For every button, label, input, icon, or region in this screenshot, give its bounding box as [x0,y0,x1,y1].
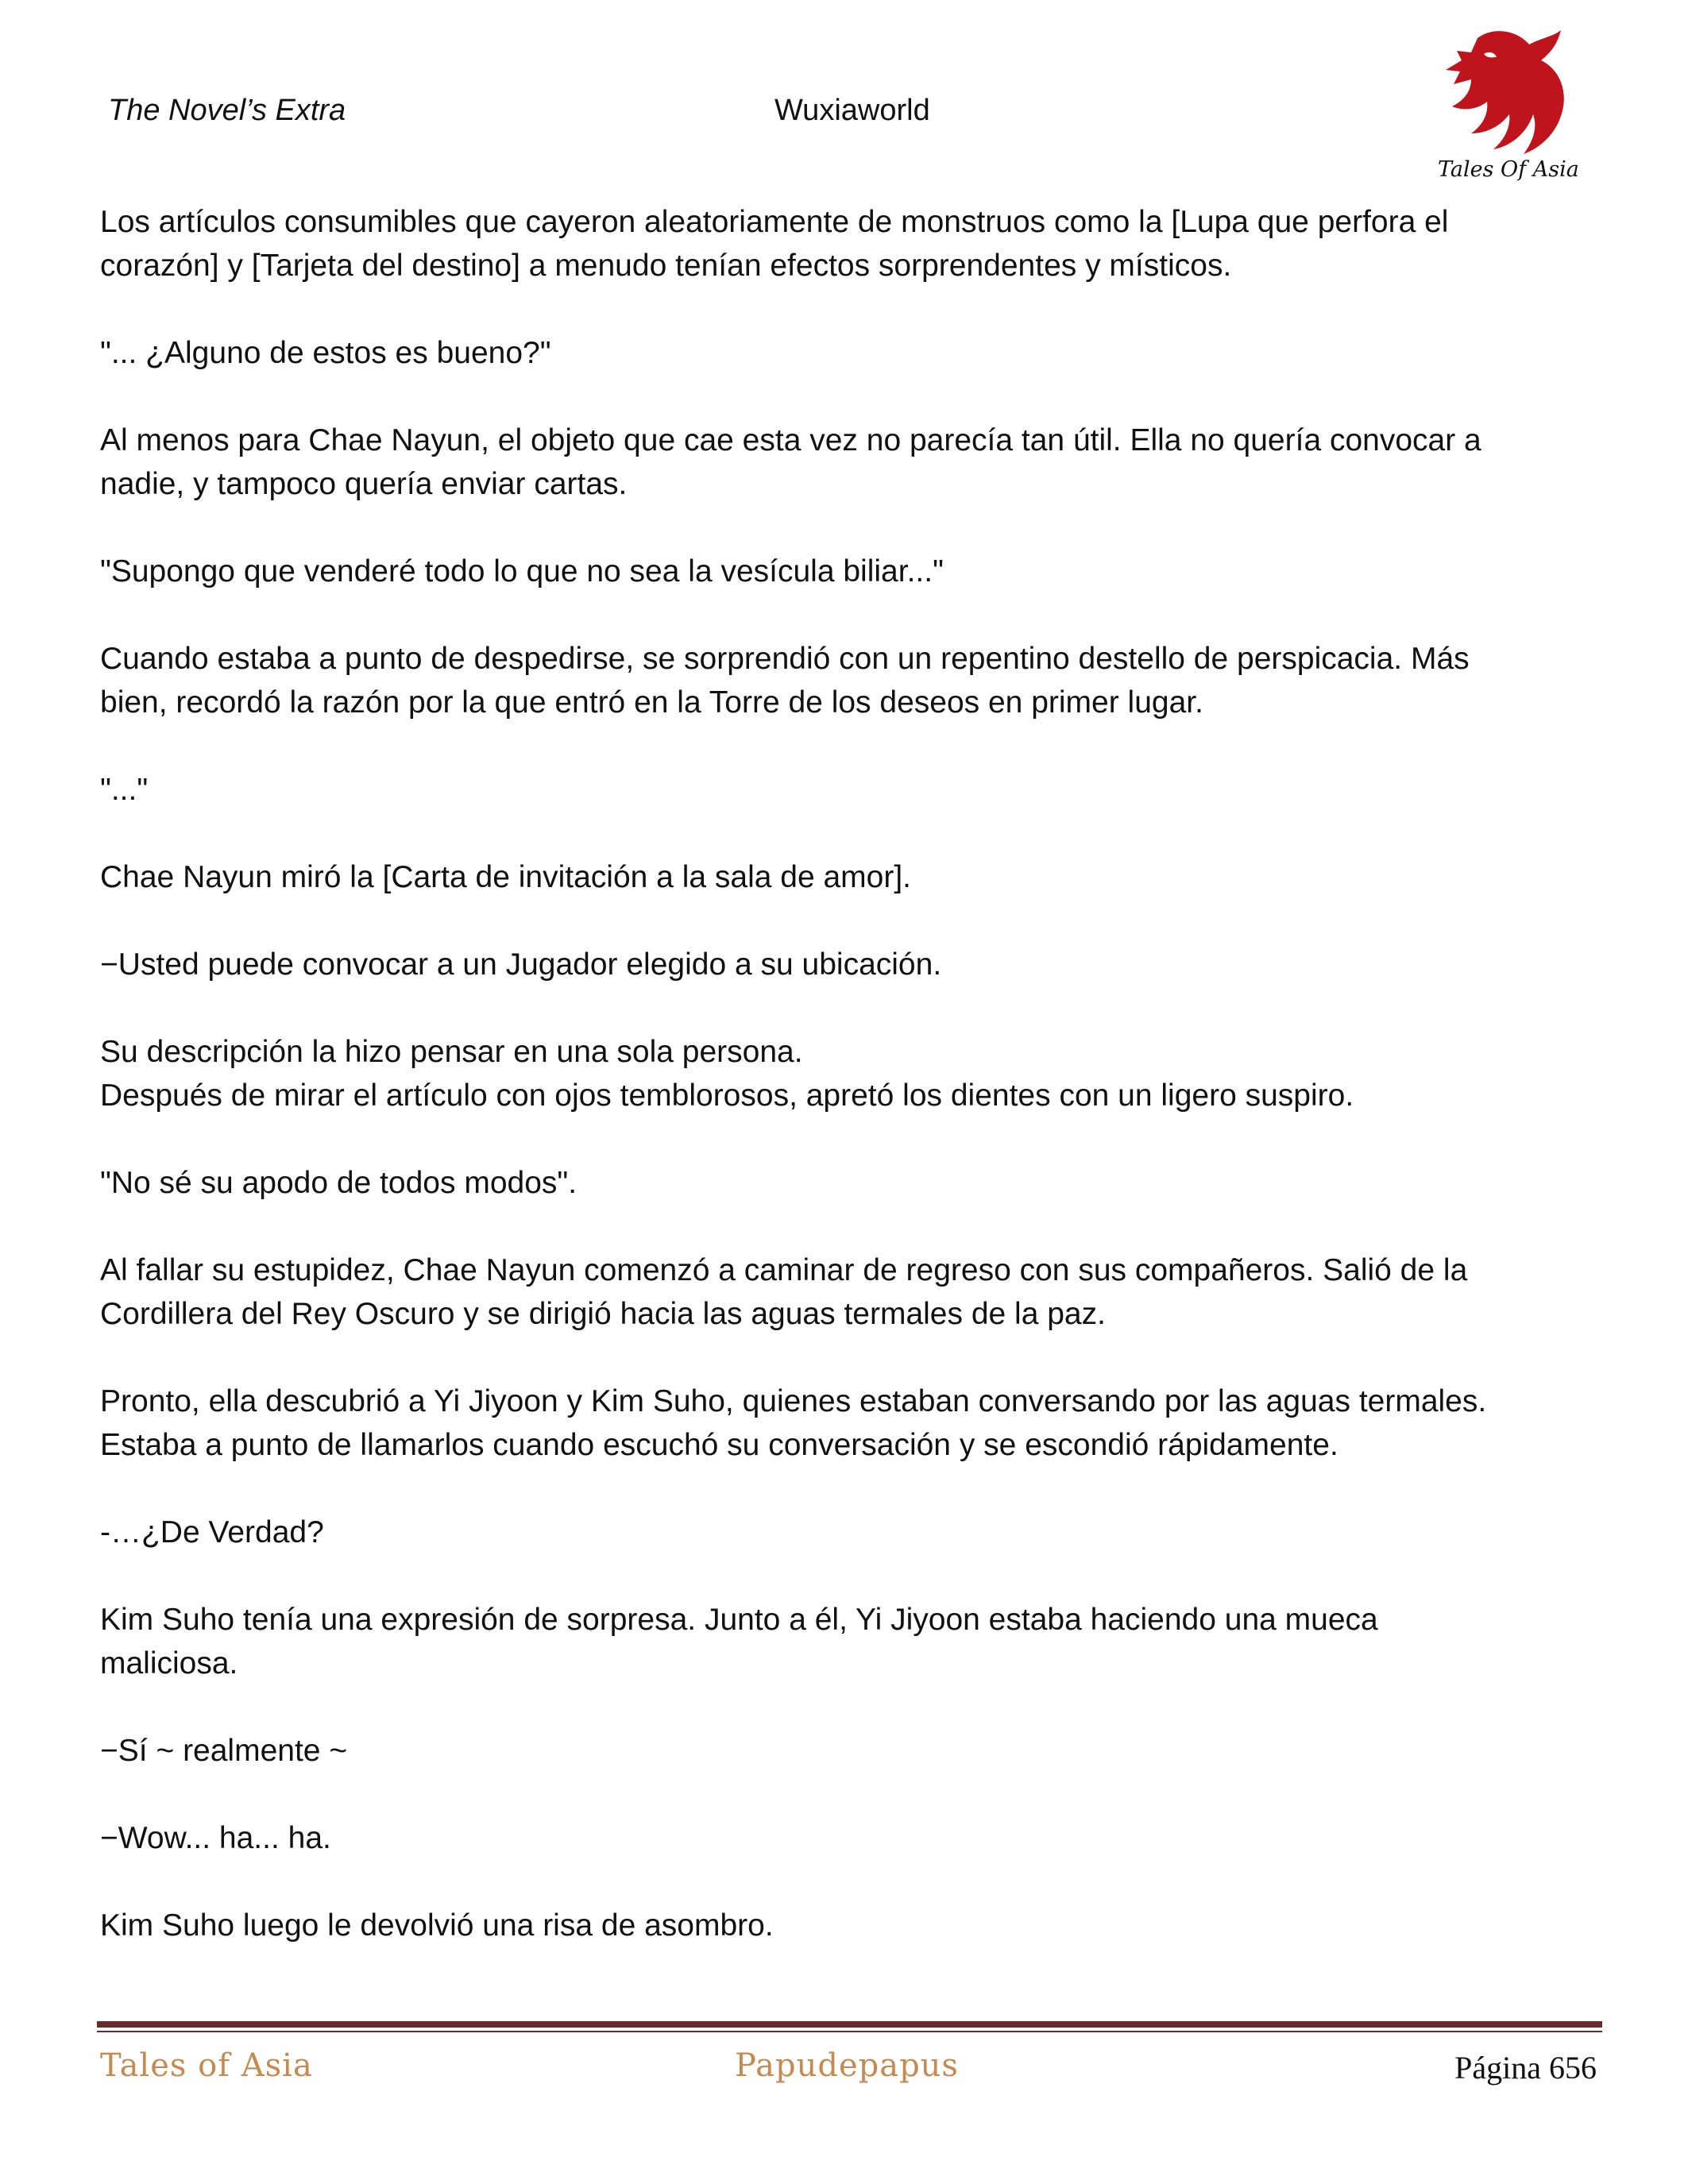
paragraph [100,419,1593,506]
paragraph [100,768,1593,812]
footer-left: Tales of Asia [100,2047,313,2084]
text-line: Después de mirar el artículo con ojos temblorosos, apretó los dientes con un ligero suspiro. [100,1078,1354,1113]
text-line: nadie, y tampoco quería enviar cartas. [100,467,628,501]
text-line: Cuando estaba a punto de despedirse, se sorprendió con un repentino destello de perspicacia. Más [100,642,1470,676]
text-line: "... ¿Alguno de estos es bueno?" [100,336,551,370]
text-line: Pronto, ella descubrió a Yi Jiyoon y Kim Suho, quienes estaban conversando por las aguas termales. [100,1384,1487,1418]
text-line: -…¿De Verdad? [100,1515,324,1549]
text-line: Al fallar su estupidez, Chae Nayun comenzó a caminar de regreso con sus compañeros. Salió de la [100,1253,1468,1287]
text-line: bien, recordó la razón por la que entró en la Torre de los deseos en primer lugar. [100,685,1203,720]
body-text [100,200,1593,1991]
header-site: Wuxiaworld [774,94,930,127]
text-line: "No sé su apodo de todos modos". [100,1166,577,1200]
page-number: Página 656 [1454,2050,1597,2086]
text-line: Cordillera del Rey Oscuro y se dirigió hacia las aguas termales de la paz. [100,1297,1106,1331]
text-line: Los artículos consumibles que cayeron aleatoriamente de monstruos como la [Lupa que perfora el [100,205,1449,239]
footer-rule [97,2021,1602,2028]
footer-rule-thin [97,2031,1602,2032]
header-title: The Novel’s Extra [108,94,346,127]
paragraph [100,331,1593,375]
footer-center: Papudepapus [735,2047,959,2084]
paragraph [100,1248,1593,1336]
paragraph [100,637,1593,724]
text-line: "..." [100,773,149,807]
paragraph [100,1904,1593,1947]
text-line: −Sí ~ realmente ~ [100,1734,348,1768]
text-line: Al menos para Chae Nayun, el objeto que cae esta vez no parecía tan útil. Ella no quería convocar a [100,423,1481,457]
paragraph [100,1816,1593,1860]
paragraph [100,1729,1593,1773]
red-dragon-icon [1422,22,1581,165]
paragraph [100,1161,1593,1205]
text-line: Chae Nayun miró la [Carta de invitación a la sala de amor]. [100,860,912,894]
paragraph [100,550,1593,593]
text-line: "Supongo que venderé todo lo que no sea la vesícula biliar..." [100,554,944,588]
paragraph [100,1379,1593,1467]
paragraph [100,200,1593,287]
text-line: Su descripción la hizo pensar en una sola persona. [100,1035,803,1069]
text-line: maliciosa. [100,1646,238,1680]
text-line: −Wow... ha... ha. [100,1821,331,1855]
text-line: Kim Suho tenía una expresión de sorpresa. Junto a él, Yi Jiyoon estaba haciendo una mueca [100,1603,1378,1637]
text-line: Estaba a punto de llamarlos cuando escuchó su conversación y se escondió rápidamente. [100,1428,1338,1462]
paragraph [100,943,1593,986]
logo-text: Tales Of Asia [1438,157,1579,182]
paragraph [100,1511,1593,1554]
text-line: −Usted puede convocar a un Jugador elegido a su ubicación. [100,947,942,982]
paragraph [100,855,1593,899]
text-line: corazón] y [Tarjeta del destino] a menudo tenían efectos sorprendentes y místicos. [100,249,1232,283]
paragraph [100,1598,1593,1685]
paragraph [100,1030,1593,1117]
text-line: Kim Suho luego le devolvió una risa de asombro. [100,1908,774,1943]
